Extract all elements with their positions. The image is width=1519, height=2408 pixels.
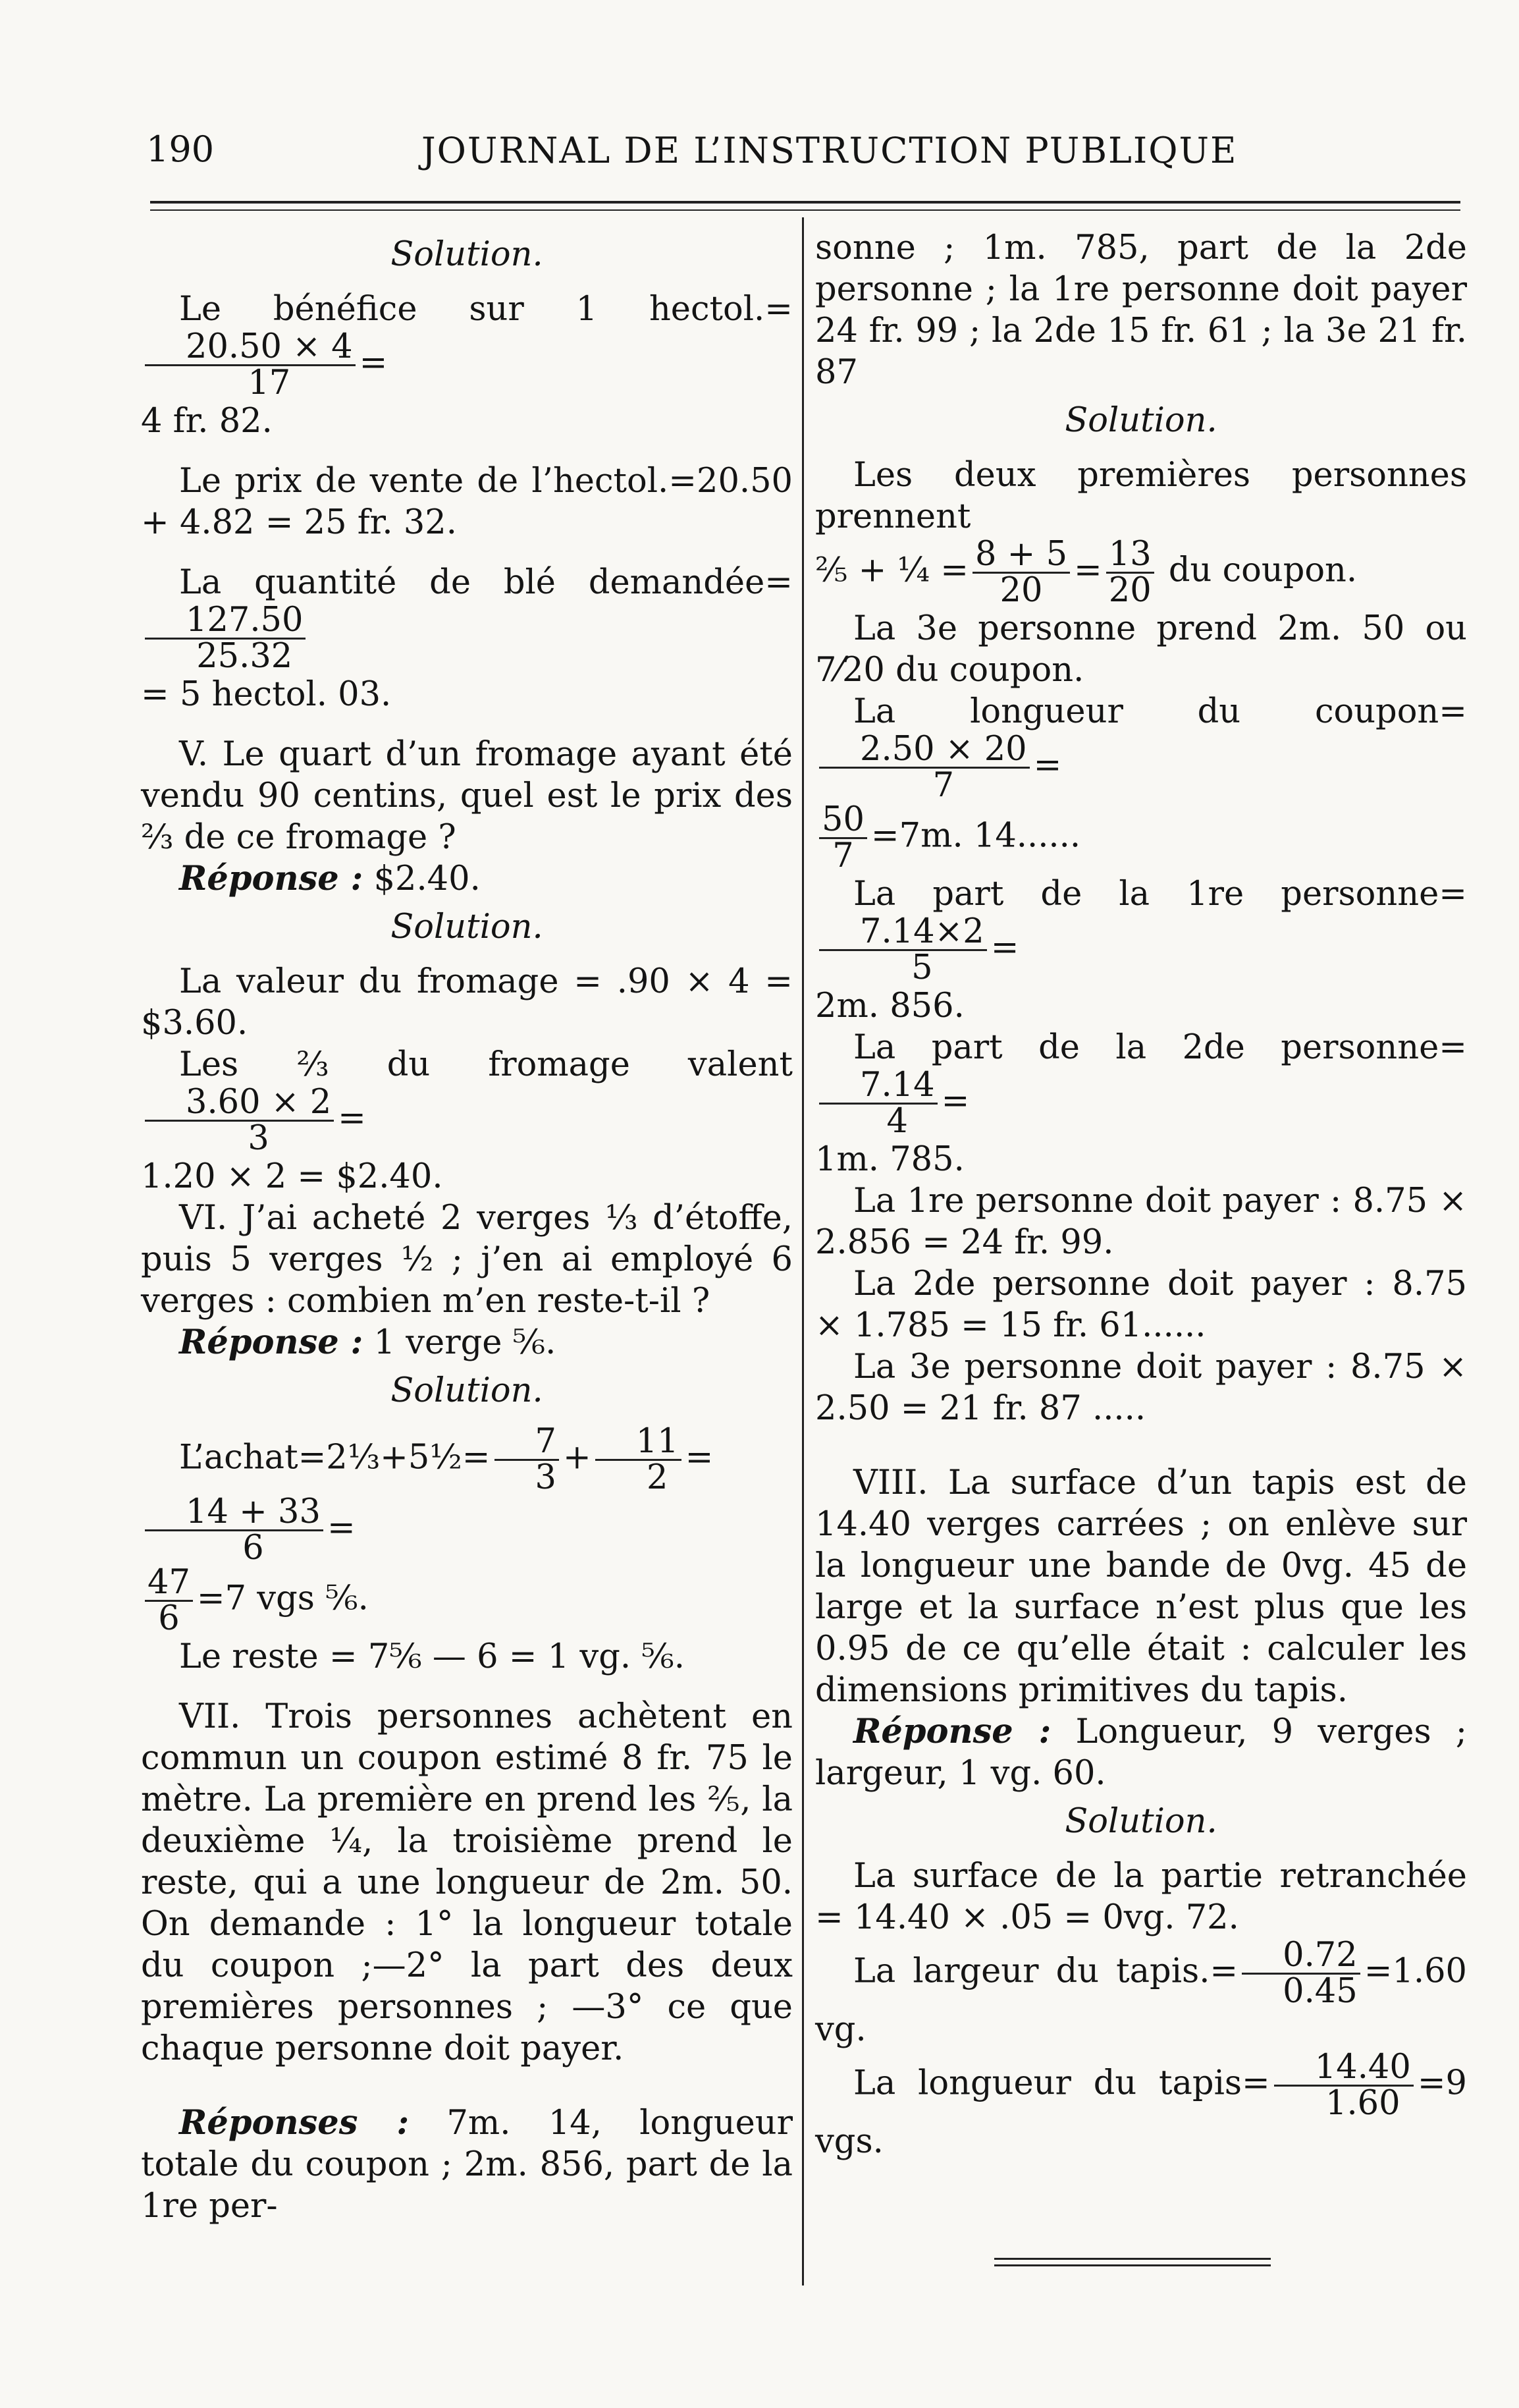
header-rule [150,201,1460,204]
math-line-cont: 4 fr. 82. [141,402,273,441]
fraction: $\frac{7}{3}$ [494,1425,559,1495]
math-line: La surface de la partie retranchée = 14.40 × .05 = 0vg. 72. [815,1857,1467,1937]
running-header [0,122,1519,181]
end-rule [994,2258,1271,2260]
math-line: Les deux premières personnes prennent [815,456,1467,536]
math-line: La 3e personne prend 2m. 50 ou 7⁄20 du coupon. [815,609,1467,690]
math-line-cont: $\frac{47}{6}$ =7 vgs ⅚. [141,1566,793,1636]
fraction: $\frac{0.72}{0.45}$ [1242,1938,1360,2009]
solution-heading: Solution. [390,908,543,946]
math-line: La part de la 1re personne= $\frac{7.14\times 2}{5}$ = [815,873,1467,985]
math-line: Le prix de vente de l’hectol.=20.50 + 4.82 = 25 fr. 32. [141,462,793,542]
fraction: $\frac{11}{2}$ [595,1425,681,1495]
math-line: La 1re personne doit payer : 8.75 × 2.856 = 24 fr. 99. [815,1182,1467,1262]
math-line: Le bénéfice sur 1 hectol.= $\frac{20.50 \times 4}{17}$ = [141,288,793,400]
problem-7: VII. Trois personnes achètent en commun un coupon estimé 8 fr. 75 le mètre. La première en prend les ⅖, la deuxième ¼, la troisième prend le reste, qui a une longueur de 2m. 50. On demande : 1° la longueur totale du coupon ;—2° la part des deux premières personnes ; —3° ce que chaque personne doit payer. [141,1697,793,2068]
math-line-cont: $\frac{50}{7}$ =7m. 14...... [815,803,1467,873]
solution-heading: Solution. [1065,1802,1217,1841]
fraction: $\frac{7.14\times 2}{5}$ [819,915,987,985]
math-line: La valeur du fromage = .90 × 4 = $3.60. [141,962,793,1043]
fraction: $\frac{3.60 \times 2}{3}$ [145,1085,334,1156]
solution-heading: Solution. [390,235,543,274]
math-line-cont: 2m. 856. [815,987,965,1026]
fraction: $\frac{14 + 33}{6}$ [145,1495,323,1566]
math-line: ⅖ + ¼ = $\frac{8 + 5}{20}$ = $\frac{13}{20}$ du coupon. [815,535,1358,610]
math-line: La quantité de blé demandée= $\frac{127.50}{25.32}$ [141,562,793,674]
answers-7-cont: sonne ; 1m. 785, part de la 2de personne ; la 1re personne doit payer 24 fr. 99 ; la 2de 15 fr. 61 ; la 3e 21 fr. 87 [815,229,1467,392]
math-line: La 2de personne doit payer : 8.75 × 1.785 = 15 fr. 61...... [815,1265,1467,1345]
fraction: $\frac{13}{20}$ [1106,537,1154,608]
journal-title: JOURNAL DE L’INSTRUCTION PUBLIQUE [421,130,1238,171]
math-line: La longueur du tapis= $\frac{14.40}{1.60}$ =9 vgs. [815,2048,1467,2161]
problem-8: VIII. La surface d’un tapis est de 14.40 verges carrées ; on enlève sur la longueur une bande de 0vg. 45 de large et la surface n’est plus que les 0.95 de ce qu’elle était : calculer les dimensions primitives du tapis. [815,1464,1467,1710]
math-line-cont: 1.20 × 2 = $2.40. [141,1157,443,1196]
fraction: $\frac{14.40}{1.60}$ [1274,2050,1414,2121]
math-line-cont: 1m. 785. [815,1140,965,1179]
math-line: L’achat=2⅓+5½= $\frac{7}{3}$ + $\frac{11}{2}$ = $\frac{14 + 33}{6}$ = [141,1425,793,1566]
problem-5: V. Le quart d’un fromage ayant été vendu 90 centins, quel est le prix des ⅔ de ce fromage ? [141,735,793,857]
fraction: $\frac{8 + 5}{20}$ [973,537,1070,608]
math-line: Les ⅔ du fromage valent $\frac{3.60 \times 2}{3}$ = [141,1044,793,1156]
fraction: $\frac{7.14}{4}$ [819,1068,938,1139]
math-line: Le reste = 7⅚ — 6 = 1 vg. ⅚. [179,1637,685,1676]
right-column [815,227,1467,2162]
column-divider [802,217,804,2285]
fraction: $\frac{20.50 \times 4}{17}$ [145,330,356,400]
end-rule [994,2264,1271,2266]
fraction: $\frac{127.50}{25.32}$ [145,603,306,674]
math-line-cont: = 5 hectol. 03. [141,675,392,714]
math-line: La longueur du coupon= $\frac{2.50 \times 20}{7}$ = [815,691,1467,803]
page-number: 190 [146,128,215,170]
math-line: La largeur du tapis.= $\frac{0.72}{0.45}$ =1.60 vg. [815,1936,1467,2049]
problem-6: VI. J’ai acheté 2 verges ⅓ d’étoffe, puis 5 verges ½ ; j’en ai employé 6 verges : combien m’en reste-t-il ? [141,1199,793,1321]
math-line: La part de la 2de personne= $\frac{7.14}{4}$ = [815,1027,1467,1139]
header-rule-thin [150,209,1460,211]
fraction: $\frac{2.50 \times 20}{7}$ [819,732,1030,803]
fraction: $\frac{47}{6}$ [145,1566,193,1636]
left-column [141,227,793,2227]
solution-heading: Solution. [390,1371,543,1410]
math-line: La 3e personne doit payer : 8.75 × 2.50 = 21 fr. 87 ..... [815,1348,1467,1428]
answers-7: Réponses : 7m. 14, longueur totale du coupon ; 2m. 856, part de la 1re per- [141,2103,793,2226]
answer-6: Réponse : 1 verge ⅚. [179,1323,556,1362]
answer-8: Réponse : Longueur, 9 verges ; largeur, 1 vg. 60. [815,1712,1467,1793]
answer-5: Réponse : $2.40. [179,859,481,898]
solution-heading: Solution. [1065,401,1217,440]
fraction: $\frac{50}{7}$ [819,803,867,873]
